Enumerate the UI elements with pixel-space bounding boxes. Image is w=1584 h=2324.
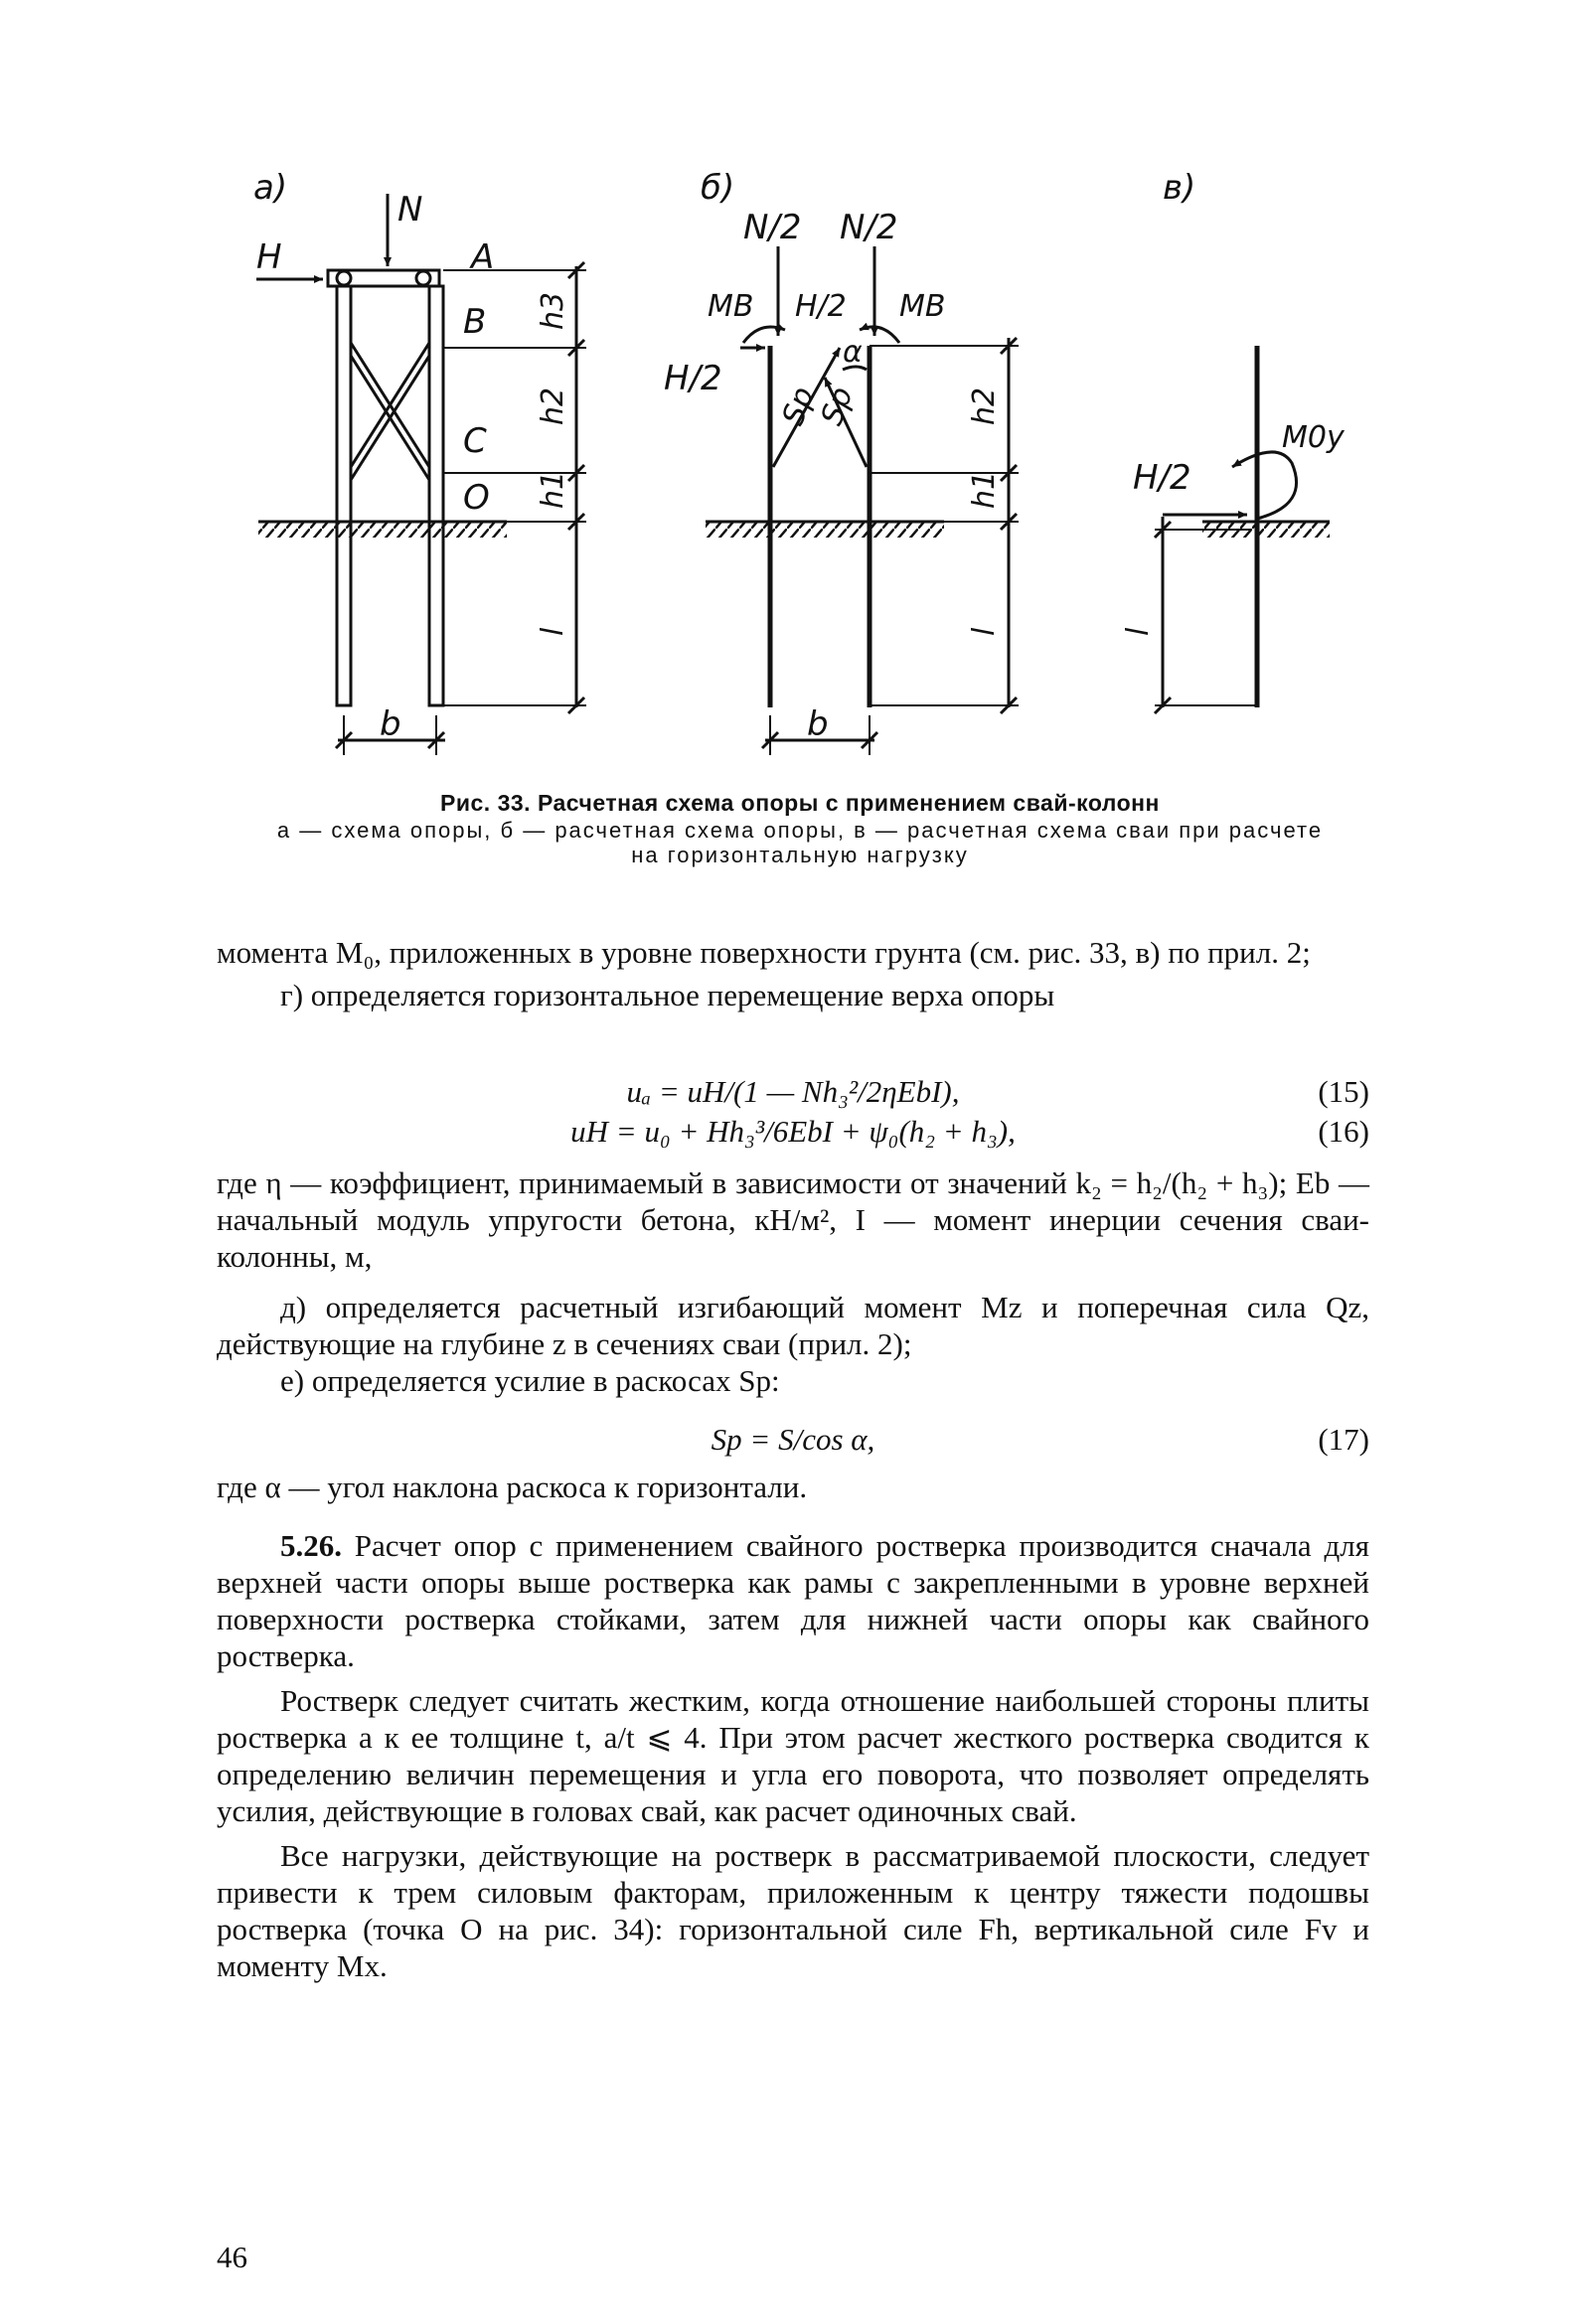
paragraph-p7 [217, 1527, 1369, 1674]
caption-line-2: на горизонтальную нагрузку [631, 843, 969, 868]
paragraph-p7-text: Расчет опор с применением свайного ростверка производится сначала для верхней части опоры выше ростверка как рамы с закрепленными в уровне верхней поверхности ростверка стойками, затем для нижней части опоры как свайного ростверка. [217, 1528, 1369, 1673]
diagram-a [253, 168, 586, 755]
diagram-v [1121, 168, 1346, 713]
label-Sp-left: Sp [775, 382, 822, 430]
label-N2-left: N/2 [743, 208, 802, 247]
label-l-v: l [1121, 627, 1156, 636]
label-l-b: l [967, 627, 1002, 636]
figure-caption-title: Рис. 33. Расчетная схема опоры с применением свай-колонн [440, 790, 1160, 816]
label-h1: h1 [536, 470, 570, 509]
paragraph-p4: д) определяется расчетный изгибающий момент Mz и поперечная сила Qz, действующие на глубине z в сечениях сваи (прил. 2); [217, 1290, 1369, 1361]
equation-16-formula: uH = u₀ + Hh₃³/6EbI + ψ₀(h₂ + h₃), [570, 1114, 1016, 1149]
label-l: l [536, 627, 570, 636]
body-block-3 [217, 1469, 1369, 1984]
label-h2: h2 [536, 387, 570, 425]
label-C: C [463, 421, 487, 461]
label-M0y: M0y [1282, 420, 1345, 455]
label-H2-v: H/2 [1133, 458, 1191, 498]
paragraph-p2: г) определяется горизонтальное перемещение верха опоры [280, 978, 1055, 1012]
label-B: B [463, 302, 487, 342]
label-O: O [463, 478, 490, 518]
label-v: в) [1163, 168, 1196, 208]
label-MB-right: MB [899, 289, 946, 324]
equation-17-number: (17) [1318, 1422, 1369, 1457]
section-number: 5.26. [280, 1528, 342, 1563]
label-h3: h3 [536, 291, 570, 330]
label-N2-right: N/2 [840, 208, 898, 247]
paragraph-p5: е) определяется усилие в раскосах Sp: [280, 1363, 780, 1398]
label-N: N [397, 190, 423, 230]
label-a: а) [253, 168, 288, 208]
paragraph-p8: Ростверк следует считать жестким, когда отношение наибольшей стороны плиты ростверка a к ее толщине t, a/t ⩽ 4. При этом расчет жесткого ростверка сводится к определению величин перемещения и угла его поворота, что позволяет определять усилия, действующие в головах свай, как расчет одиночных свай. [217, 1683, 1369, 1828]
label-H2-top: H/2 [795, 289, 847, 324]
label-h2-b: h2 [967, 387, 1002, 425]
paragraph-p3: где η — коэффициент, принимаемый в зависимости от значений k₂ = h₂/(h₂ + h₃); Eb — начальный модуль упругости бетона, кН/м², I — момент инерции сечения сваи-колонны, м, [217, 1165, 1369, 1274]
page-number: 46 [217, 2240, 247, 2274]
equation-16-number: (16) [1318, 1114, 1369, 1149]
figure-33 [0, 0, 1584, 785]
body-block-1 [217, 934, 1369, 1013]
paragraph-p9: Все нагрузки, действующие на ростверк в рассматриваемой плоскости, следует привести к трем силовым факторам, приложенным к центру тяжести подошвы ростверка (точка O на рис. 34): горизонтальной силе Fh, вертикальной силе Fv и моменту Mx. [217, 1838, 1369, 1983]
equation-17-formula: Sp = S/cos α, [711, 1422, 875, 1457]
label-Sp-right: Sp [814, 382, 861, 430]
paragraph-p6: где α — угол наклона раскоса к горизонтали. [217, 1470, 808, 1504]
label-H: H [256, 237, 282, 277]
label-b-fig: б) [701, 168, 735, 208]
equation-15-formula: uₐ = uH/(1 — Nh₃²/2ηEbI), [626, 1074, 960, 1109]
label-h1-b: h1 [967, 470, 1002, 509]
diagram-b [664, 168, 1019, 755]
label-b-dim-b: b [807, 704, 829, 744]
label-MB-left: MB [708, 289, 754, 324]
figure-caption-body [199, 818, 1401, 868]
label-A: A [471, 237, 495, 277]
equation-15-number: (15) [1318, 1074, 1369, 1109]
body-block-2 [217, 1164, 1369, 1399]
label-alpha: α [843, 335, 863, 370]
label-H2-left: H/2 [664, 359, 722, 398]
label-b: b [380, 704, 401, 744]
caption-line-1: а — схема опоры, б — расчетная схема опоры, в — расчетная схема сваи при расчете [276, 818, 1324, 843]
paragraph-p1: момента M₀, приложенных в уровне поверхности грунта (см. рис. 33, в) по прил. 2; [217, 935, 1311, 970]
